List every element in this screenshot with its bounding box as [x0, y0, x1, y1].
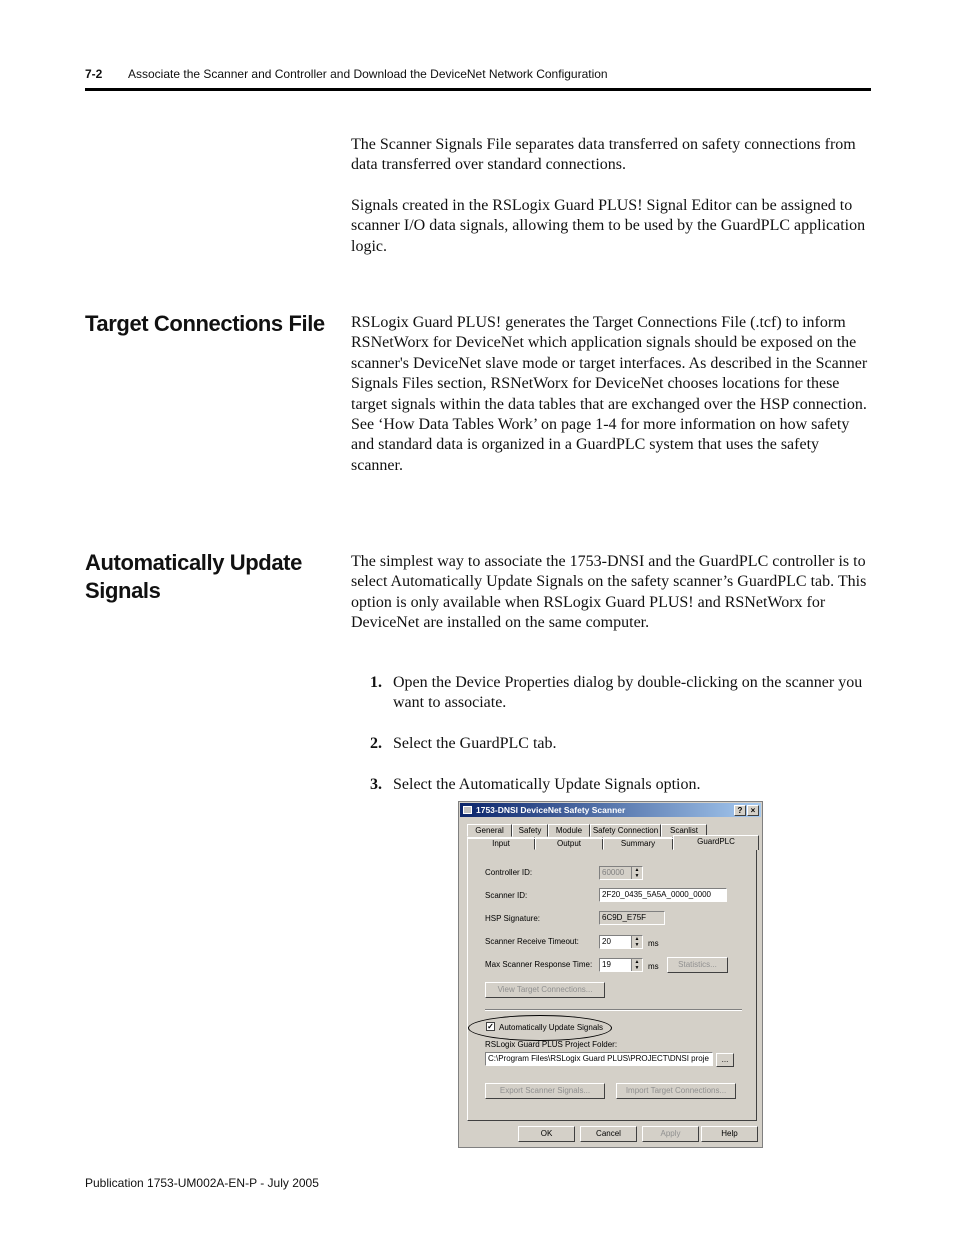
- step-text: Select the GuardPLC tab.: [393, 735, 557, 752]
- dialog-title: 1753-DNSI DeviceNet Safety Scanner: [476, 805, 626, 815]
- step-text: Open the Device Properties dialog by double-clicking on the scanner you want to associate.: [393, 674, 863, 712]
- controller-id-field[interactable]: 60000: [599, 866, 643, 880]
- section-heading-auto-update: Automatically Update Signals: [85, 550, 302, 603]
- import-target-connections-button[interactable]: Import Target Connections...: [616, 1083, 736, 1099]
- close-icon[interactable]: ×: [747, 805, 759, 816]
- auto-update-paragraph: The simplest way to associate the 1753-DNSI and the GuardPLC controller is to select Automatically Update Signals on the safety scanner’s GuardPLC tab. This option is only available when RSLogix Guard PLUS! and RSNetWorx for DeviceNet are installed on the same computer.: [351, 553, 867, 632]
- tab-module[interactable]: Module: [548, 824, 590, 837]
- receive-timeout-spinner[interactable]: ▲ ▼: [631, 936, 642, 948]
- tab-scanlist[interactable]: Scanlist: [661, 824, 707, 837]
- app-icon: [463, 806, 472, 814]
- auto-update-checkbox[interactable]: ✓: [487, 1022, 494, 1031]
- controller-id-label: Controller ID:: [485, 868, 533, 877]
- tab-safety[interactable]: Safety: [512, 824, 548, 837]
- tab-general[interactable]: General: [467, 824, 512, 837]
- receive-timeout-field[interactable]: 20: [599, 935, 643, 949]
- section-heading-target-connections: Target Connections File: [85, 311, 325, 336]
- project-folder-label: RSLogix Guard PLUS Project Folder:: [485, 1040, 618, 1049]
- help-icon[interactable]: ?: [734, 805, 746, 816]
- help-button[interactable]: Help: [701, 1126, 758, 1142]
- scanner-id-label: Scanner ID:: [485, 891, 528, 900]
- step-number: 3.: [370, 776, 382, 793]
- scanner-id-field[interactable]: 2F20_0435_5A5A_0000_0000: [599, 888, 727, 902]
- tab-guardplc[interactable]: GuardPLC: [673, 835, 759, 850]
- view-target-connections-button[interactable]: View Target Connections...: [485, 982, 605, 998]
- dialog-title-bar: [460, 803, 761, 817]
- step-number: 2.: [370, 735, 382, 752]
- apply-button[interactable]: Apply: [642, 1126, 699, 1142]
- controller-id-spinner[interactable]: ▲ ▼: [631, 867, 642, 879]
- guardplc-tab-panel: [467, 838, 757, 1121]
- browse-button[interactable]: ...: [716, 1053, 734, 1067]
- max-response-label: Max Scanner Response Time:: [485, 960, 593, 969]
- tab-summary[interactable]: Summary: [603, 837, 673, 850]
- device-properties-dialog: [458, 801, 763, 1148]
- page-number: 7-2: [85, 67, 103, 81]
- running-header-title: Associate the Scanner and Controller and Download the DeviceNet Network Configuration: [128, 67, 608, 81]
- max-response-unit: ms: [648, 962, 659, 971]
- hsp-signature-field: 6C9D_E75F: [599, 911, 665, 925]
- project-folder-field[interactable]: C:\Program Files\RSLogix Guard PLUS\PROJECT\DNSI proje: [485, 1052, 713, 1066]
- intro-paragraph-2: Signals created in the RSLogix Guard PLUS! Signal Editor can be assigned to scanner I/O data signals, allowing them to be used by the GuardPLC application logic.: [351, 197, 866, 255]
- receive-timeout-unit: ms: [648, 939, 659, 948]
- header-rule: [85, 88, 871, 91]
- export-scanner-signals-button[interactable]: Export Scanner Signals...: [485, 1083, 605, 1099]
- ok-button[interactable]: OK: [518, 1126, 575, 1142]
- separator: [485, 1009, 742, 1011]
- max-response-field[interactable]: 19: [599, 958, 643, 972]
- tab-output[interactable]: Output: [535, 837, 603, 850]
- statistics-button[interactable]: Statistics...: [667, 957, 728, 973]
- tab-input[interactable]: Input: [467, 837, 535, 850]
- cancel-button[interactable]: Cancel: [580, 1126, 637, 1142]
- auto-update-label: Automatically Update Signals: [499, 1023, 604, 1032]
- publication-footer: Publication 1753-UM002A-EN-P - July 2005: [85, 1176, 319, 1190]
- intro-paragraph-1: The Scanner Signals File separates data transferred on safety connections from data transferred over standard connections.: [351, 136, 856, 174]
- step-text: Select the Automatically Update Signals option.: [393, 776, 701, 793]
- hsp-signature-label: HSP Signature:: [485, 914, 540, 923]
- step-number: 1.: [370, 674, 382, 691]
- tab-safety-connection[interactable]: Safety Connection: [590, 824, 661, 837]
- target-connections-paragraph: RSLogix Guard PLUS! generates the Target Connections File (.tcf) to inform RSNetWorx for DeviceNet which application signals should be exposed on the scanner's DeviceNet slave mode or target interfaces. As described in the Scanner Signals Files section, RSNetWorx for DeviceNet chooses locations for these target signals within the data tables that are exchanged over the HSP connection. See ‘How Data Tables Work’ on page 1-4 for more information on how safety and standard data is organized in a GuardPLC system that uses the safety scanner.: [351, 314, 868, 474]
- receive-timeout-label: Scanner Receive Timeout:: [485, 937, 579, 946]
- max-response-spinner[interactable]: ▲ ▼: [631, 959, 642, 971]
